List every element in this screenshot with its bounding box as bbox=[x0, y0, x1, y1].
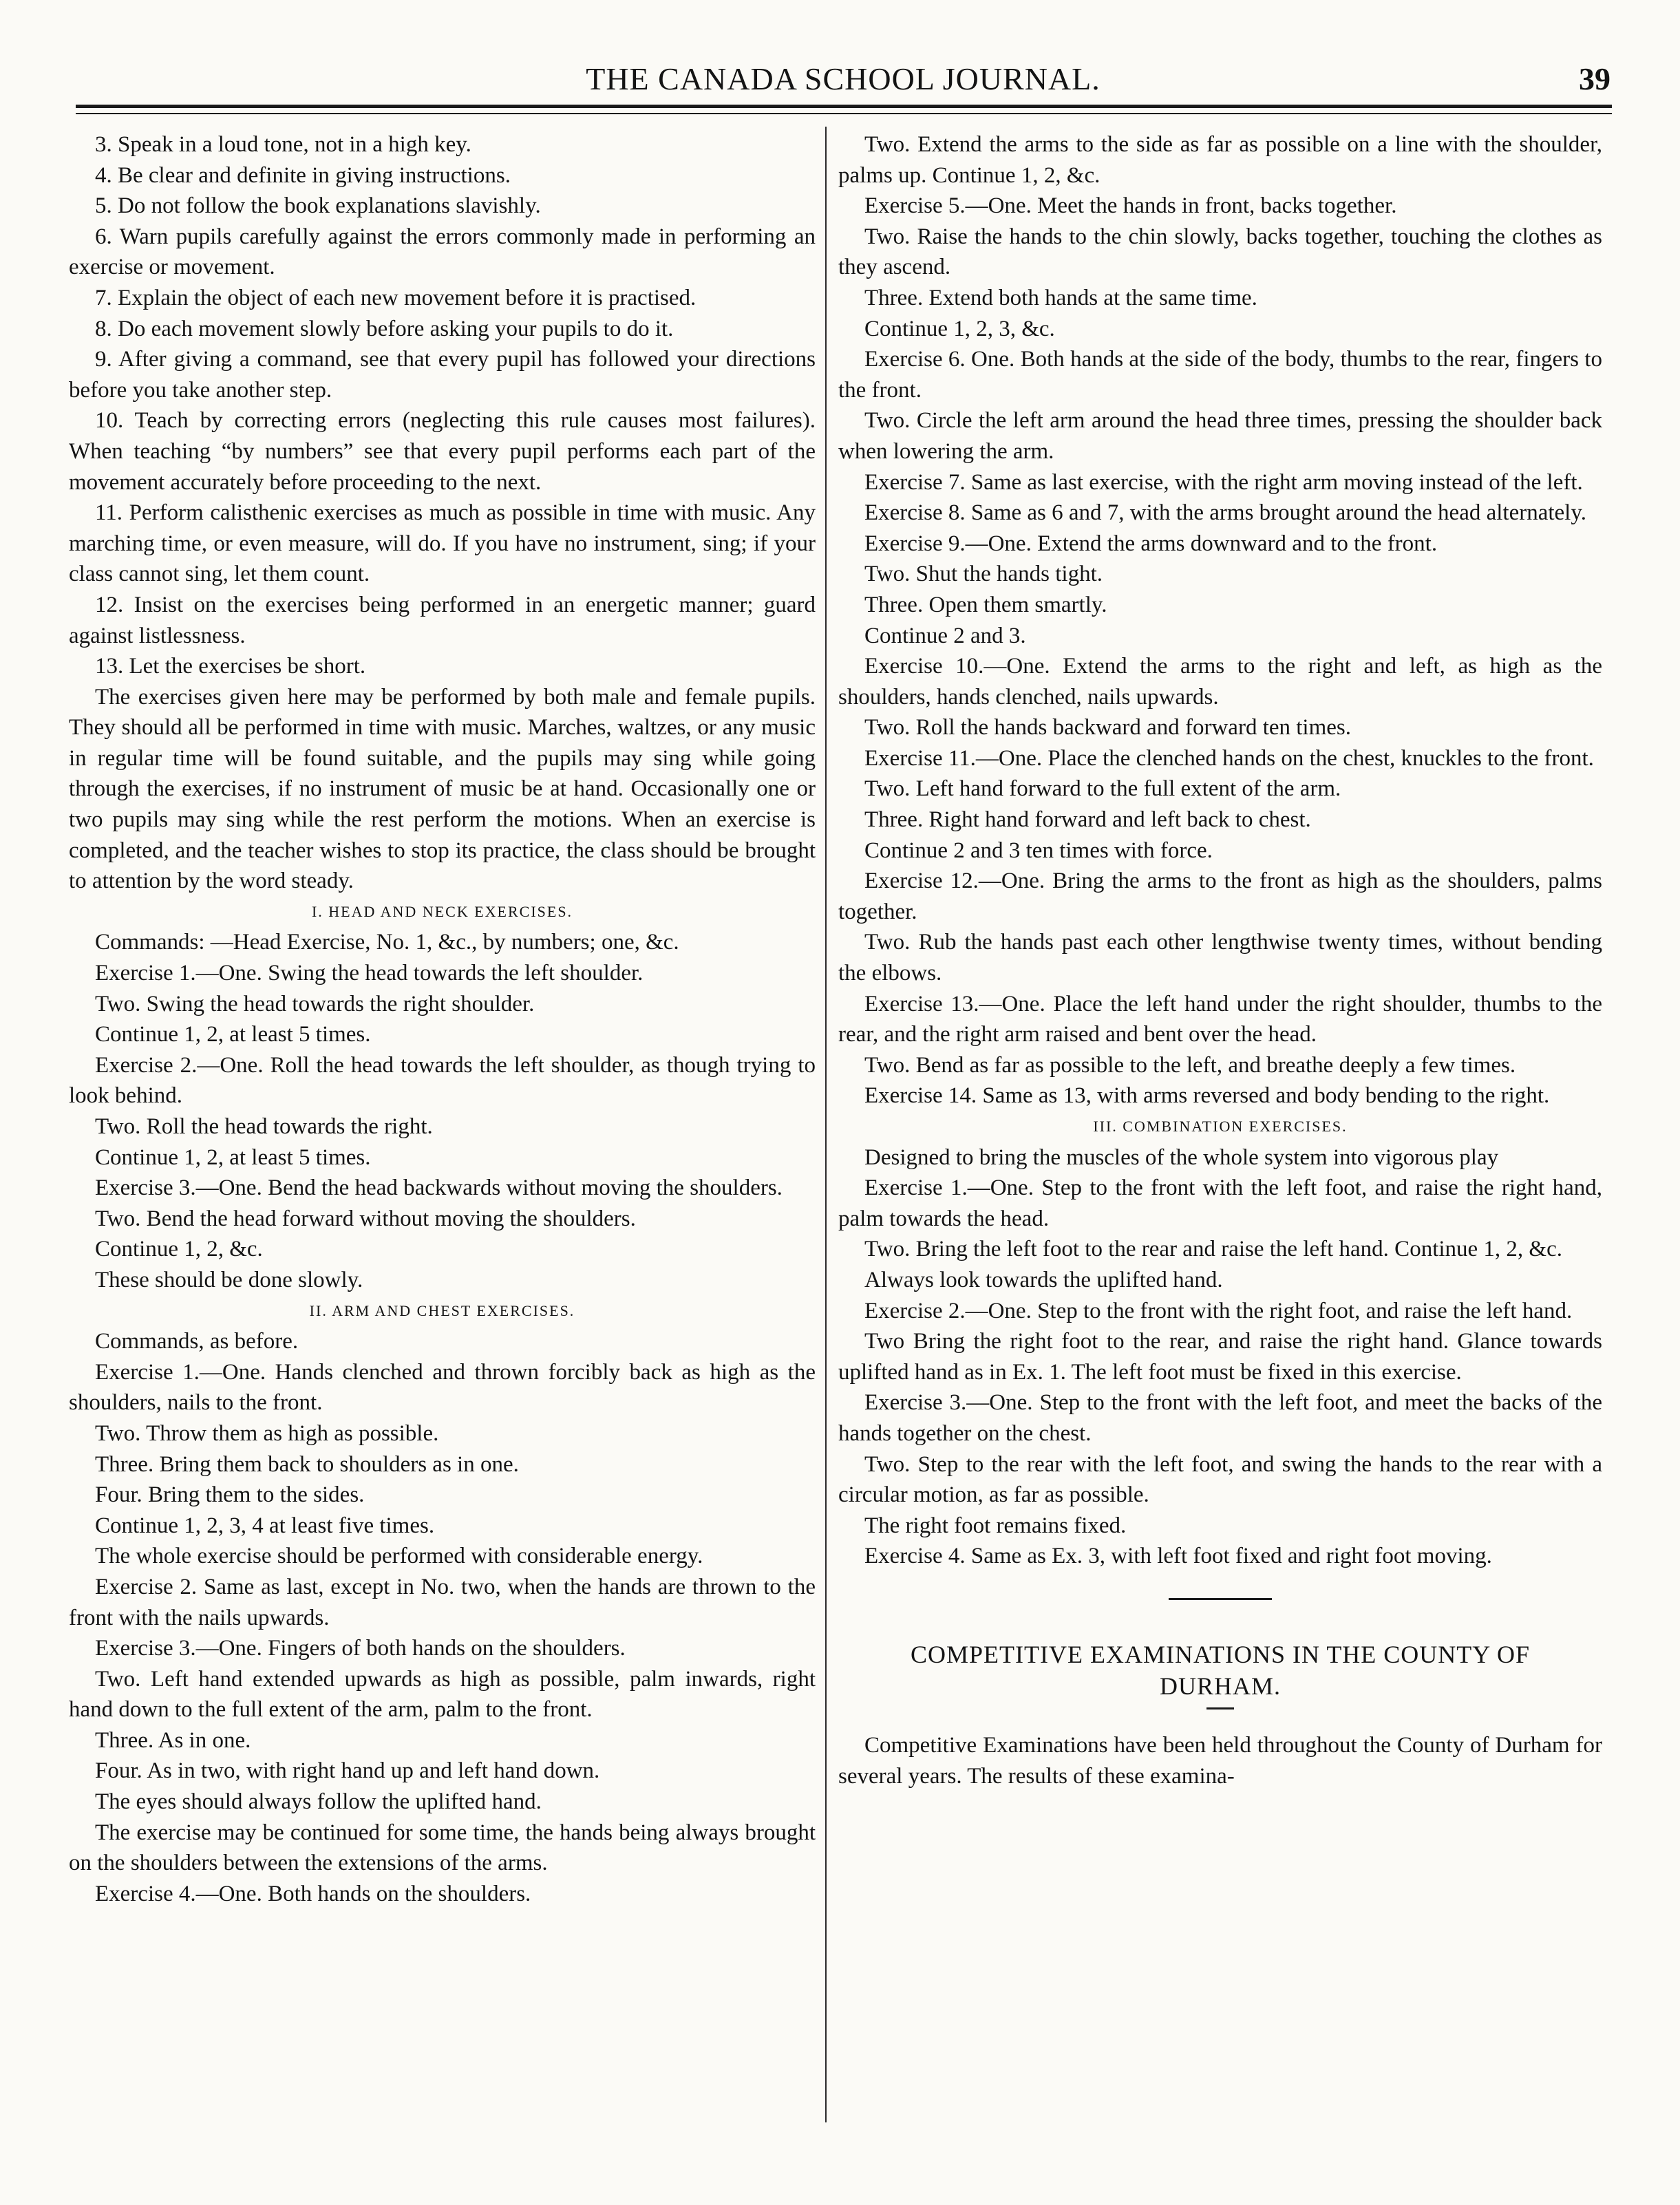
head-exercise-1-one: Exercise 1.—One. Swing the head towards the left shoulder. bbox=[95, 961, 644, 986]
arm-exercise-3-eyes: The eyes should always follow the uplifted hand. bbox=[95, 1789, 542, 1815]
rule-7: 7. Explain the object of each new movement before it is practised. bbox=[95, 285, 697, 310]
arm-exercise-5-two: Two. Raise the hands to the chin slowly, backs together, touching the clothes as they ascend. bbox=[838, 224, 1602, 280]
intro-paragraph: The exercises given here may be performed by both male and female pupils. They should all be performed in time with music. Marches, waltzes, or any music in regular time will be found suitable, and the pupils may sing while going through the exercises, if no instrument of music be at hand. Occasionally one or two pupils may sing while the rest perform the motions. When an exercise is completed, and the teacher wishes to stop its practice, the class should be brought to attention by the word steady. bbox=[69, 684, 816, 894]
running-title: THE CANADA SCHOOL JOURNAL. bbox=[586, 61, 1100, 96]
arm-exercise-7: Exercise 7. Same as last exercise, with the right arm moving instead of the left. bbox=[864, 469, 1583, 495]
arm-exercise-10-one: Exercise 10.—One. Extend the arms to the right and left, as high as the shoulders, hands clenched, nails upwards. bbox=[838, 654, 1602, 710]
arm-exercise-13-two: Two. Bend as far as possible to the left, and breathe deeply a few times. bbox=[864, 1052, 1516, 1078]
arm-exercise-2: Exercise 2. Same as last, except in No. two, when the hands are thrown to the front with the nails upwards. bbox=[69, 1574, 816, 1630]
rule-3: 3. Speak in a loud tone, not in a high key. bbox=[95, 132, 471, 157]
arm-exercise-8: Exercise 8. Same as 6 and 7, with the arms brought around the head alternately. bbox=[864, 500, 1586, 526]
header-rule-thin bbox=[76, 113, 1612, 114]
arm-exercise-11-one: Exercise 11.—One. Place the clenched hands on the chest, knuckles to the front. bbox=[864, 745, 1594, 771]
arm-exercise-6-one: Exercise 6. One. Both hands at the side of the body, thumbs to the rear, fingers to the front. bbox=[838, 347, 1602, 403]
arm-exercise-3-four: Four. As in two, with right hand up and left hand down. bbox=[95, 1758, 600, 1784]
head-exercise-2-continue: Continue 1, 2, at least 5 times. bbox=[95, 1144, 371, 1170]
arm-exercise-1-note: The whole exercise should be performed with considerable energy. bbox=[95, 1544, 703, 1569]
arm-exercise-1-two: Two. Throw them as high as possible. bbox=[95, 1420, 439, 1446]
article-title: COMPETITIVE EXAMINATIONS IN THE COUNTY OF DURHAM. bbox=[911, 1640, 1530, 1700]
arm-exercise-3-note: The exercise may be continued for some time, the hands being always brought on the shoulders between the extensions of the arms. bbox=[69, 1820, 816, 1876]
arm-exercise-13-one: Exercise 13.—One. Place the left hand under the right shoulder, thumbs to the rear, and the right arm raised and bent over the head. bbox=[838, 991, 1602, 1047]
head-exercise-2-two: Two. Roll the head towards the right. bbox=[95, 1114, 433, 1139]
section-heading-arm-chest: II. ARM AND CHEST EXERCISES. bbox=[309, 1301, 575, 1319]
combination-exercise-1-one: Exercise 1.—One. Step to the front with the left foot, and raise the right hand, palm towards the head. bbox=[838, 1175, 1602, 1231]
combination-exercise-3-fixed: The right foot remains fixed. bbox=[864, 1513, 1127, 1538]
arm-exercise-10-two: Two. Roll the hands backward and forward ten times. bbox=[864, 715, 1352, 741]
arm-exercise-3-one: Exercise 3.—One. Fingers of both hands on the shoulders. bbox=[95, 1636, 626, 1661]
combination-intro: Designed to bring the muscles of the whole system into vigorous play bbox=[864, 1144, 1499, 1170]
arm-exercise-12-two: Two. Rub the hands past each other lengthwise twenty times, without bending the elbows. bbox=[838, 930, 1602, 986]
arm-exercise-1-four: Four. Bring them to the sides. bbox=[95, 1482, 365, 1508]
commands-paragraph-2: Commands, as before. bbox=[95, 1329, 299, 1354]
rule-13: 13. Let the exercises be short. bbox=[95, 654, 366, 679]
header-rule bbox=[76, 105, 1612, 108]
arm-exercise-3-two: Two. Left hand extended upwards as high as possible, palm inwards, right hand down to the full extent of the arm, palm to the front. bbox=[69, 1666, 816, 1723]
rule-8: 8. Do each movement slowly before asking your pupils to do it. bbox=[95, 316, 674, 341]
combination-exercise-2-one: Exercise 2.—One. Step to the front with the right foot, and raise the left hand. bbox=[864, 1298, 1573, 1323]
arm-exercise-5-continue: Continue 1, 2, 3, &c. bbox=[864, 316, 1055, 341]
commands-paragraph: Commands: —Head Exercise, No. 1, &c., by numbers; one, &c. bbox=[95, 930, 679, 955]
arm-exercise-5-one: Exercise 5.—One. Meet the hands in front, backs together. bbox=[864, 193, 1397, 219]
rule-12: 12. Insist on the exercises being performed in an energetic manner; guard against listlessness. bbox=[69, 592, 816, 648]
arm-exercise-4-one: Exercise 4.—One. Both hands on the shoulders. bbox=[95, 1881, 531, 1906]
arm-exercise-11-three: Three. Right hand forward and left back to chest. bbox=[864, 807, 1311, 833]
arm-exercise-1-one: Exercise 1.—One. Hands clenched and thrown forcibly back as high as the shoulders, nails to the front. bbox=[69, 1359, 816, 1416]
combination-exercise-2-two: Two Bring the right foot to the rear, and raise the right hand. Glance towards uplifted hand as in Ex. 1. The left foot must be fixed in this exercise. bbox=[838, 1329, 1602, 1385]
page-header bbox=[76, 58, 1610, 100]
arm-exercise-9-three: Three. Open them smartly. bbox=[864, 592, 1107, 617]
combination-exercise-1-look: Always look towards the uplifted hand. bbox=[864, 1267, 1223, 1292]
rule-10: 10. Teach by correcting errors (neglecting this rule causes most failures). When teaching “by numbers” see that every pupil performs each part of the movement accurately before proceeding to the next. bbox=[69, 408, 816, 495]
rule-5: 5. Do not follow the book explanations slavishly. bbox=[95, 193, 541, 219]
right-column bbox=[838, 129, 1602, 1791]
rule-9: 9. After giving a command, see that every pupil has followed your directions before you take another step. bbox=[69, 347, 816, 403]
section-divider-rule bbox=[1169, 1598, 1272, 1600]
combination-exercise-3-two: Two. Step to the rear with the left foot, and swing the hands to the rear with a circular motion, as far as possible. bbox=[838, 1451, 1602, 1508]
arm-exercise-3-three: Three. As in one. bbox=[95, 1727, 251, 1753]
head-exercise-3-continue: Continue 1, 2, &c. bbox=[95, 1237, 263, 1262]
head-exercise-1-continue: Continue 1, 2, at least 5 times. bbox=[95, 1022, 371, 1047]
head-exercise-1-two: Two. Swing the head towards the right shoulder. bbox=[95, 991, 535, 1016]
head-exercise-3-two: Two. Bend the head forward without moving the shoulders. bbox=[95, 1206, 636, 1231]
head-exercise-2-one: Exercise 2.—One. Roll the head towards the left shoulder, as though trying to look behind. bbox=[69, 1052, 816, 1109]
article-paragraph: Competitive Examinations have been held throughout the County of Durham for several years. The results of these examina- bbox=[838, 1732, 1602, 1789]
arm-exercise-5-three: Three. Extend both hands at the same time. bbox=[864, 285, 1257, 310]
rule-11: 11. Perform calisthenic exercises as much as possible in time with music. Any marching time, or even measure, will do. If you have no instrument, sing; if your class cannot sing, let them count. bbox=[69, 500, 816, 587]
rule-4: 4. Be clear and definite in giving instructions. bbox=[95, 162, 511, 188]
arm-exercise-1-continue: Continue 1, 2, 3, 4 at least five times. bbox=[95, 1513, 435, 1538]
head-exercise-3-one: Exercise 3.—One. Bend the head backwards without moving the shoulders. bbox=[95, 1175, 783, 1201]
combination-exercise-4: Exercise 4. Same as Ex. 3, with left foot fixed and right foot moving. bbox=[864, 1544, 1492, 1569]
page-number: 39 bbox=[1579, 61, 1610, 96]
combination-exercise-1-two: Two. Bring the left foot to the rear and raise the left hand. Continue 1, 2, &c. bbox=[864, 1237, 1562, 1262]
arm-exercise-12-one: Exercise 12.—One. Bring the arms to the front as high as the shoulders, palms together. bbox=[838, 869, 1602, 924]
section-heading-head-neck: I. HEAD AND NECK EXERCISES. bbox=[311, 902, 573, 920]
column-divider bbox=[825, 127, 827, 2122]
article-title-rule bbox=[1206, 1707, 1234, 1709]
section-heading-combination: III. COMBINATION EXERCISES. bbox=[1093, 1118, 1348, 1135]
combination-exercise-3-one: Exercise 3.—One. Step to the front with the left foot, and meet the backs of the hands together on the chest. bbox=[838, 1390, 1602, 1446]
arm-exercise-9-one: Exercise 9.—One. Extend the arms downward and to the front. bbox=[864, 531, 1438, 556]
arm-exercise-6-two: Two. Circle the left arm around the head three times, pressing the shoulder back when lowering the arm. bbox=[838, 408, 1602, 464]
arm-exercise-9-continue: Continue 2 and 3. bbox=[864, 623, 1026, 648]
arm-exercise-11-two: Two. Left hand forward to the full extent of the arm. bbox=[864, 776, 1341, 802]
arm-exercise-11-continue: Continue 2 and 3 ten times with force. bbox=[864, 838, 1213, 863]
arm-exercise-14: Exercise 14. Same as 13, with arms reversed and body bending to the right. bbox=[864, 1083, 1550, 1109]
arm-exercise-1-three: Three. Bring them back to shoulders as in one. bbox=[95, 1451, 519, 1477]
left-column bbox=[69, 129, 816, 1909]
head-exercise-3-note: These should be done slowly. bbox=[95, 1267, 363, 1292]
arm-exercise-9-two: Two. Shut the hands tight. bbox=[864, 562, 1103, 587]
arm-exercise-4-two: Two. Extend the arms to the side as far as possible on a line with the shoulder, palms up. Continue 1, 2, &c. bbox=[838, 132, 1602, 188]
rule-6: 6. Warn pupils carefully against the errors commonly made in performing an exercise or movement. bbox=[69, 224, 816, 280]
